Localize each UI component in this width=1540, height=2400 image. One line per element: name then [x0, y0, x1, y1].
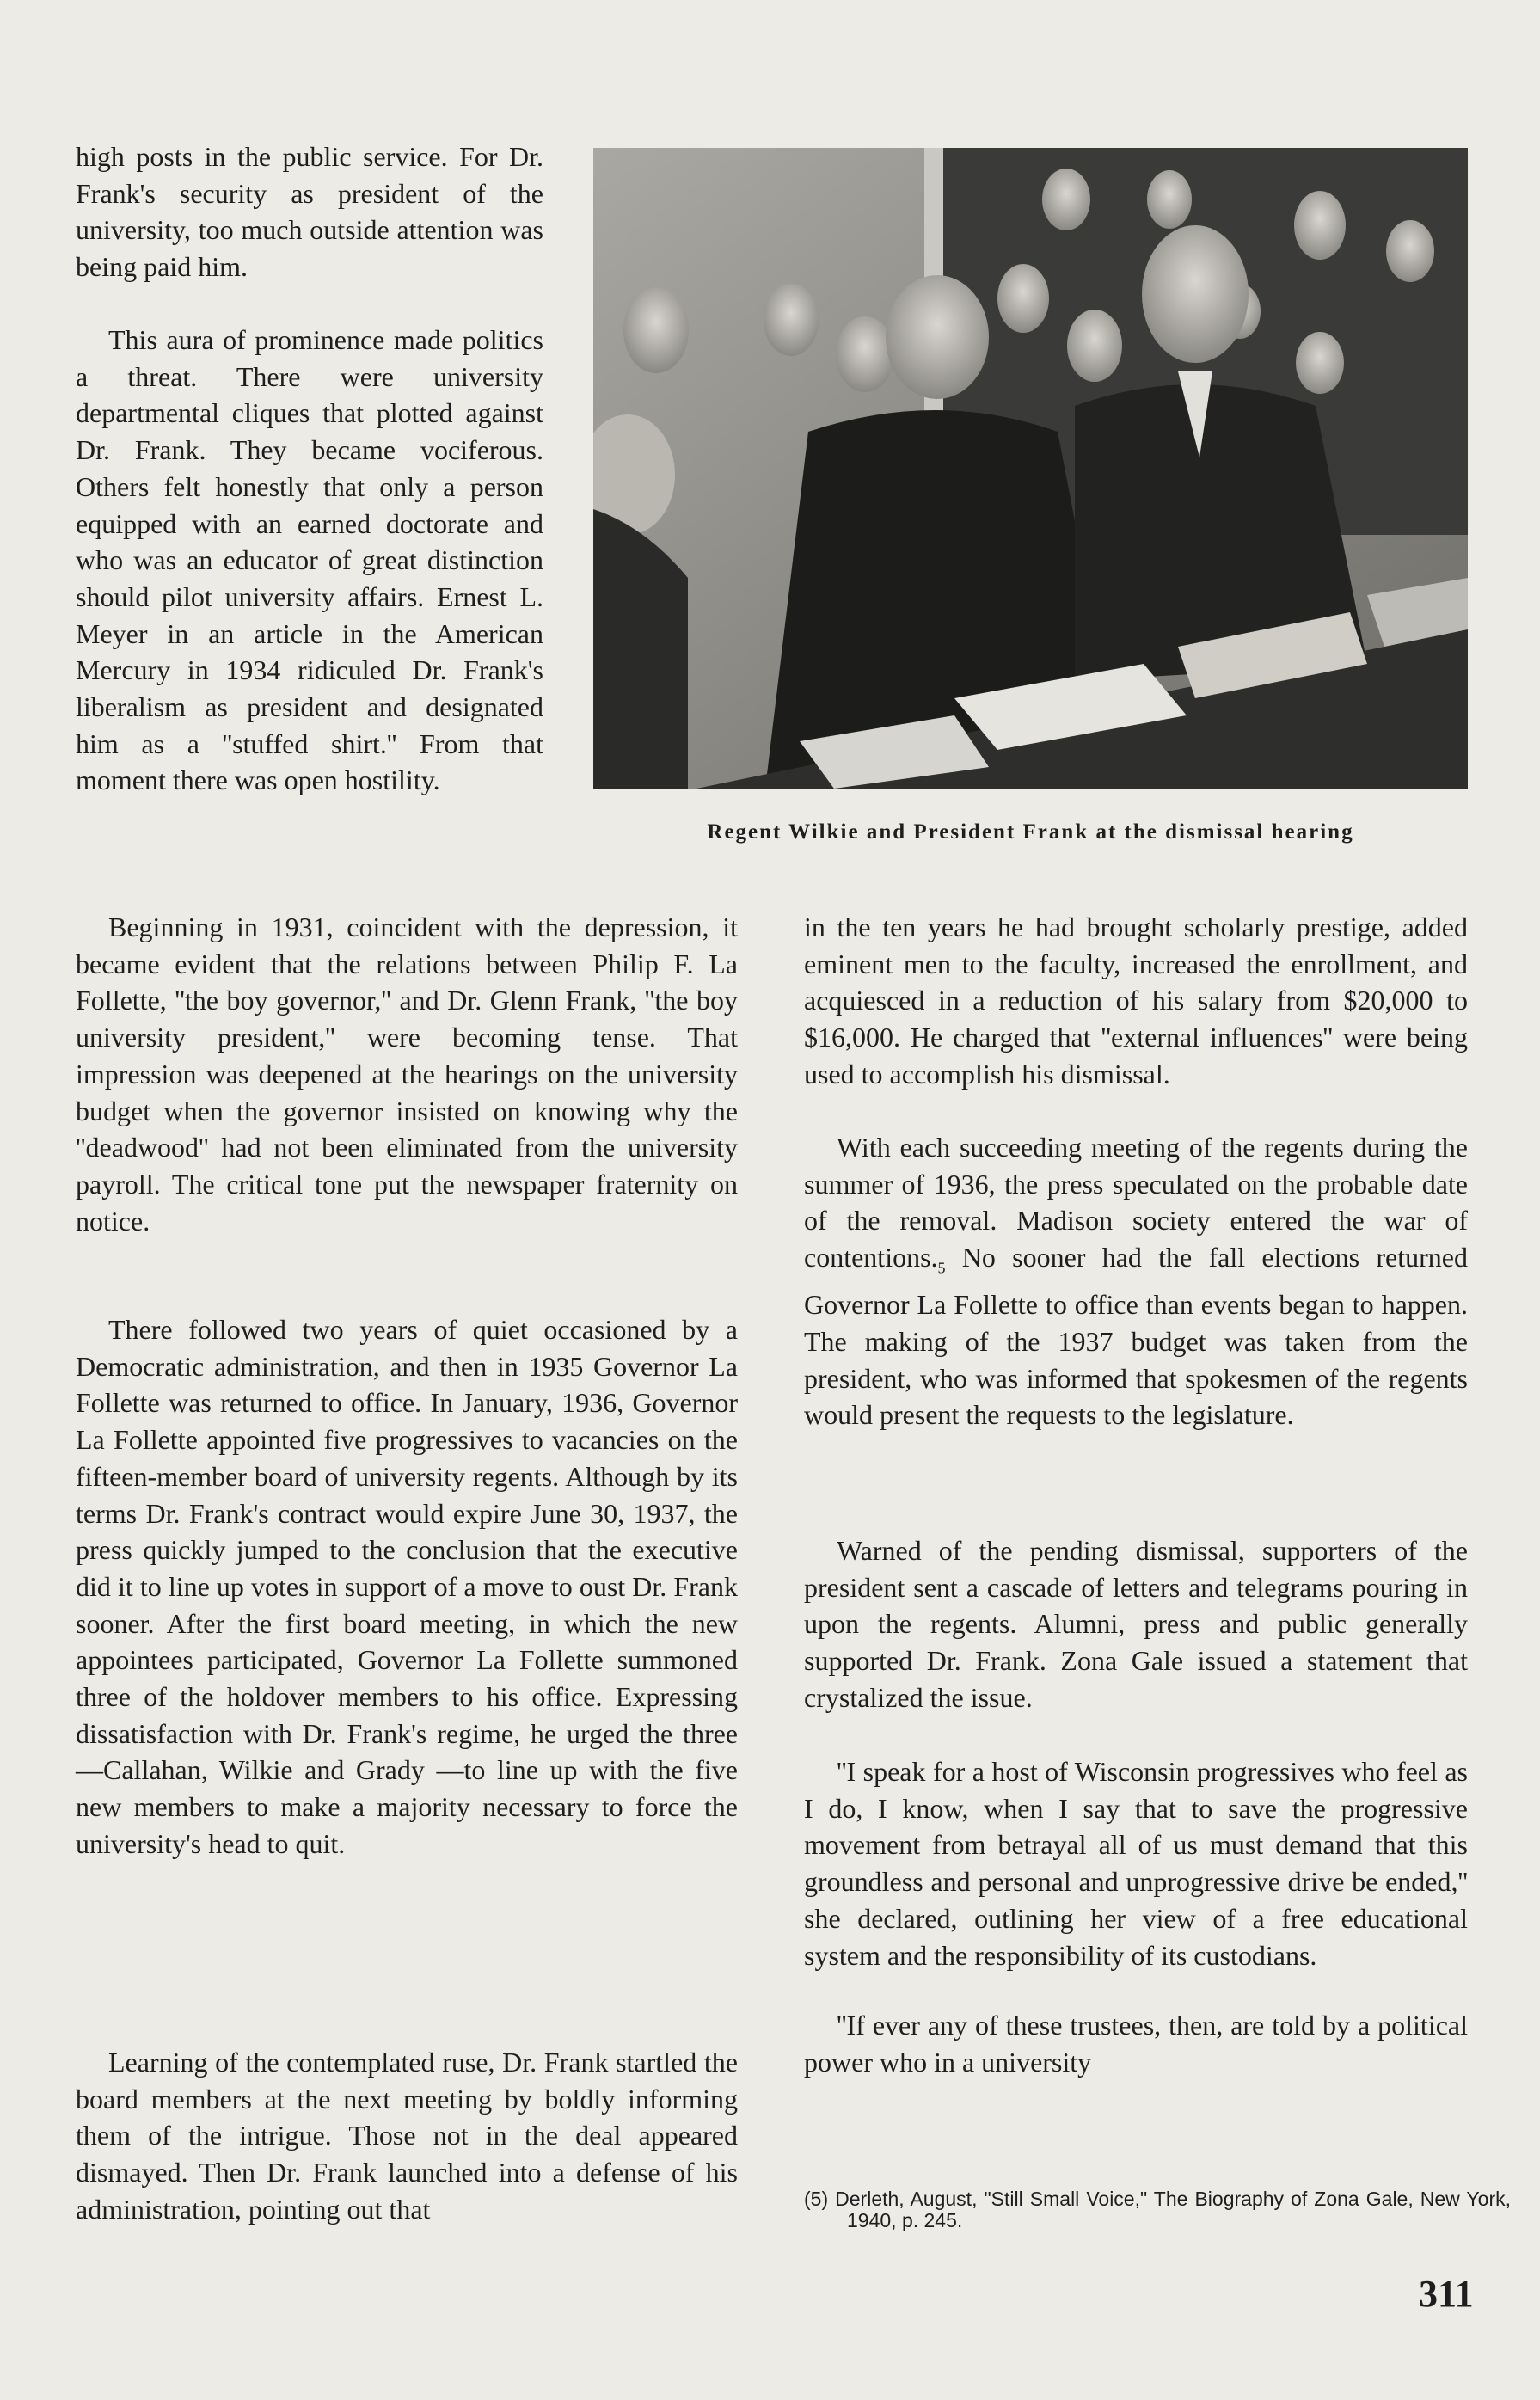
paragraph-7-text-a: With each succeeding meeting of the regents during the summer of 1936, the press speculated on the probable date of the removal. Madison society entered the war of contentions. — [804, 1132, 1468, 1274]
footnote: (5) Derleth, August, "Still Small Voice," The Biography of Zona Gale, New York, 1940, p. 245. — [804, 2188, 1511, 2231]
paragraph-4: There followed two years of quiet occasioned by a Democratic administration, and then in 1935 Governor La Follette was returned to office. In January, 1936, Governor La Follette appointed five progressives to vacancies on the fifteen-member board of university regents. Although by its terms Dr. Frank's contract would expire June 30, 1937, the press quickly jumped to the conclusion that the executive did it to line up votes in support of a move to oust Dr. Frank sooner. After the first board meeting, in which the new appointees participated, Governor La Follette summoned three of the holdover members to his office. Expressing dissatisfaction with Dr. Frank's regime, he urged the three—Callahan, Wilkie and Grady —to line up with the five new members to make a majority necessary to force the university's head to quit. — [76, 1314, 738, 1859]
photo-caption: Regent Wilkie and President Frank at the dismissal hearing — [707, 820, 1354, 844]
paragraph-1: high posts in the public service. For Dr. Frank's security as president of the university, too much outside attention was being paid him. — [76, 141, 543, 283]
page-number: 311 — [1419, 2273, 1474, 2315]
paragraph-10: ''If ever any of these trustees, then, are told by a political power who in a university — [804, 2010, 1468, 2078]
paragraph-9: ''I speak for a host of Wisconsin progressives who feel as I do, I know, when I say that to save the progressive movement from betrayal all of us must demand that this groundless and personal and unprogressive drive be ended,'' she declared, outlining her view of a free educational system and the responsibility of its custodians. — [804, 1756, 1468, 1971]
paragraph-5: Learning of the contemplated ruse, Dr. Frank startled the board members at the next meeting by boldly informing them of the intrigue. Those not in the deal appeared dismayed. Then Dr. Frank launched into a defense of his administration, pointing out that — [76, 2047, 738, 2225]
hearing-photo — [593, 148, 1468, 789]
paragraph-6: in the ten years he had brought scholarly prestige, added eminent men to the faculty, increased the enrollment, and acquiesced in a reduction of his salary from $20,000 to $16,000. He charged that ''external influences'' were being used to accomplish his dismissal. — [804, 912, 1468, 1090]
paragraph-2: This aura of prominence made politics a threat. There were university departmental cliques that plotted against Dr. Frank. They became vociferous. Others felt honestly that only a person equipped with an earned doctorate and who was an educator of great distinction should pilot university affairs. Ernest L. Meyer in an article in the American Mercury in 1934 ridiculed Dr. Frank's liberalism as president and designated him as a ''stuffed shirt.'' From that moment there was open hostility. — [76, 324, 543, 796]
footnote-ref-5: 5 — [937, 1259, 946, 1277]
paragraph-3: Beginning in 1931, coincident with the depression, it became evident that the relations between Philip F. La Follette, ''the boy governor,'' and Dr. Glenn Frank, ''the boy university president,'' were becoming tense. That impression was deepened at the hearings on the university budget when the governor insisted on knowing why the ''deadwood'' had not been eliminated from the university payroll. The critical tone put the newspaper fraternity on notice. — [76, 912, 738, 1237]
paragraph-7 — [804, 1129, 1468, 1433]
photo-image — [593, 148, 1468, 789]
paragraph-7-text-b: No sooner had the fall elections returned Governor La Follette to office than events began to happen. The making of the 1937 budget was taken from the president, who was informed that spokesmen of the regents would present the requests to the legislature. — [804, 1242, 1468, 1431]
paragraph-8: Warned of the pending dismissal, supporters of the president sent a cascade of letters and telegrams pouring in upon the regents. Alumni, press and public generally supported Dr. Frank. Zona Gale issued a statement that crystalized the issue. — [804, 1535, 1468, 1713]
